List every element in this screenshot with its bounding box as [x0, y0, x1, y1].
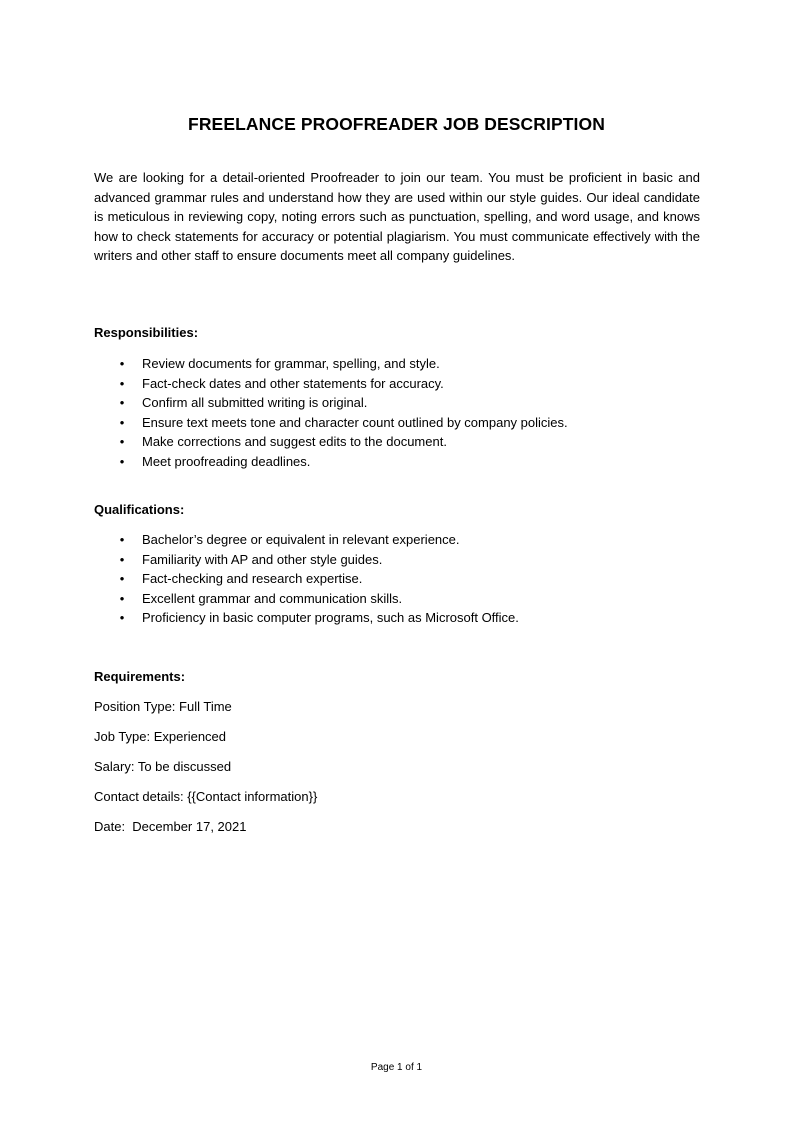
- list-item: [94, 413, 714, 433]
- list-item: [94, 530, 714, 550]
- list-item: [94, 393, 714, 413]
- list-item: [94, 550, 714, 570]
- list-item-text: Review documents for grammar, spelling, and style.: [142, 356, 440, 371]
- bullet-icon: •: [119, 434, 125, 449]
- list-item-text: Bachelor’s degree or equivalent in relevant experience.: [142, 532, 460, 547]
- list-item-text: Make corrections and suggest edits to the document.: [142, 434, 447, 449]
- list-item: [94, 452, 714, 472]
- list-item: [94, 569, 714, 589]
- position-type: Position Type: Full Time: [94, 699, 232, 714]
- list-item: [94, 608, 714, 628]
- bullet-icon: •: [119, 610, 125, 625]
- bullet-icon: •: [119, 395, 125, 410]
- list-item-text: Ensure text meets tone and character count outlined by company policies.: [142, 414, 568, 430]
- bullet-icon: •: [119, 551, 125, 567]
- intro-paragraph: We are looking for a detail-oriented Proofreader to join our team. You must be proficient in basic and advanced grammar rules and understand how they are used within our style guides. Our ideal candidate is meticulous in reviewing copy, noting errors such as punctuation, spelling, and word usage, and knows how to check statements for accuracy or potential plagiarism. You must communicate effectively with the writers and other staff to ensure documents meet all company guidelines.: [94, 170, 700, 263]
- list-item-text: Fact-checking and research expertise.: [142, 571, 363, 586]
- list-item: [94, 354, 714, 374]
- bullet-icon: •: [119, 453, 125, 469]
- requirements-heading: Requirements:: [94, 669, 186, 684]
- bullet-icon: •: [119, 414, 125, 430]
- list-item: [94, 589, 714, 609]
- list-item: [94, 432, 714, 452]
- qualifications-list: [94, 530, 714, 628]
- page-number: Page 1 of 1: [370, 1062, 423, 1073]
- responsibilities-list: [94, 354, 714, 471]
- page-title: FREELANCE PROOFREADER JOB DESCRIPTION: [188, 114, 605, 134]
- date-line: Date: December 17, 2021: [94, 819, 247, 834]
- contact-details: Contact details: {{Contact information}}: [94, 789, 318, 804]
- list-item-text: Confirm all submitted writing is original.: [142, 395, 368, 410]
- responsibilities-heading: Responsibilities:: [94, 325, 199, 340]
- list-item-text: Excellent grammar and communication skills.: [142, 590, 403, 606]
- job-type: Job Type: Experienced: [94, 729, 227, 744]
- list-item: [94, 374, 714, 394]
- bullet-icon: •: [119, 356, 125, 371]
- list-item-text: Meet proofreading deadlines.: [142, 453, 311, 469]
- qualifications-heading: Qualifications:: [94, 502, 185, 517]
- bullet-icon: •: [119, 571, 125, 586]
- bullet-icon: •: [119, 532, 125, 547]
- list-item-text: Fact-check dates and other statements for accuracy.: [142, 375, 444, 391]
- list-item-text: Familiarity with AP and other style guides.: [142, 551, 383, 567]
- list-item-text: Proficiency in basic computer programs, such as Microsoft Office.: [142, 610, 519, 625]
- salary: Salary: To be discussed: [94, 759, 232, 774]
- bullet-icon: •: [119, 590, 125, 606]
- bullet-icon: •: [119, 375, 125, 391]
